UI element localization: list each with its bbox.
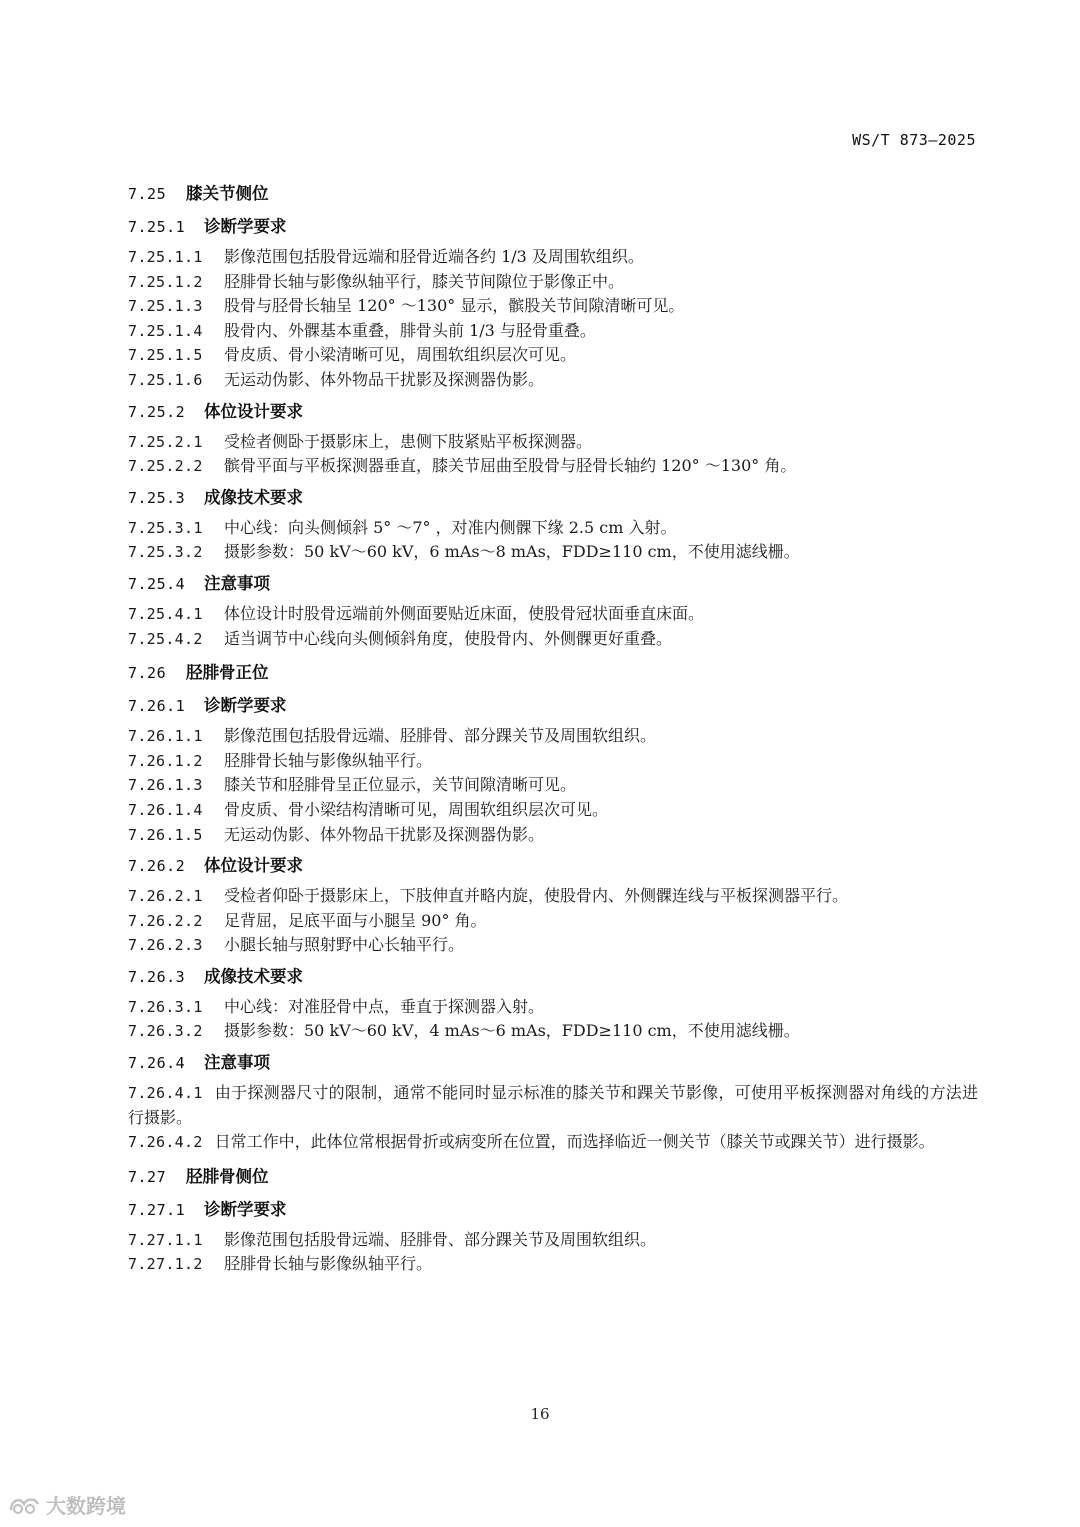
watermark (8, 1490, 126, 1519)
heading-number: 7.26.1 (128, 697, 186, 716)
clause-number: 7.26.1.1 (128, 727, 203, 746)
heading-title: 体位设计要求 (204, 856, 303, 876)
clause-text: 体位设计时股骨远端前外侧面要贴近床面，使股骨冠状面垂直床面。 (224, 603, 705, 623)
subsection-heading (128, 1050, 978, 1076)
clause-item (128, 1228, 978, 1253)
subsection-heading (128, 1197, 978, 1223)
clause-number: 7.25.4.2 (128, 629, 203, 648)
clause-item (128, 368, 978, 393)
clause-number: 7.26.4.2 (128, 1133, 203, 1152)
page-number: 16 (530, 1405, 550, 1423)
heading-title: 胫腓骨侧位 (186, 1166, 269, 1186)
clause-number: 7.25.2.1 (128, 432, 203, 451)
clause-text: 影像范围包括股骨远端、胫腓骨、部分踝关节及周围软组织。 (224, 726, 657, 746)
clause-item (128, 454, 978, 479)
heading-number: 7.25.1 (128, 218, 186, 236)
clause-text: 股骨内、外髁基本重叠，腓骨头前 1/3 与胫骨重叠。 (224, 320, 596, 340)
document-code: WS/T 873—2025 (852, 131, 976, 149)
clause-item (128, 343, 978, 368)
clause-text: 胫腓骨长轴与影像纵轴平行。 (224, 750, 433, 770)
clause-text: 无运动伪影、体外物品干扰影及探测器伪影。 (224, 824, 545, 844)
clause-number: 7.25.4.1 (128, 604, 203, 623)
section-heading (128, 1163, 978, 1191)
heading-number: 7.27.1 (128, 1200, 186, 1219)
heading-title: 胫腓骨正位 (186, 663, 269, 683)
clause-number: 7.26.1.3 (128, 776, 203, 795)
clause-number: 7.26.1.5 (128, 825, 203, 844)
heading-title: 成像技术要求 (204, 966, 303, 986)
clause-item (128, 540, 978, 565)
clause-text: 影像范围包括股骨远端和胫骨近端各约 1/3 及周围软组织。 (224, 247, 644, 266)
clause-text: 摄影参数：50 kV～60 kV，6 mAs～8 mAs，FDD≥110 cm，不使用滤线栅。 (224, 542, 800, 562)
clause-text: 中心线：对准胫骨中点，垂直于探测器入射。 (224, 996, 545, 1016)
clause-item (128, 1252, 978, 1277)
clause-number: 7.26.1.2 (128, 751, 203, 770)
document-body (128, 172, 978, 1277)
heading-number: 7.25.2 (128, 402, 186, 421)
clause-item (128, 627, 978, 652)
clause-text: 胫腓骨长轴与影像纵轴平行。 (224, 1254, 433, 1274)
clause-item (128, 749, 978, 774)
clause-text: 胫腓骨长轴与影像纵轴平行，膝关节间隙位于影像正中。 (224, 271, 625, 291)
clause-text: 股骨与胫骨长轴呈 120° ～130° 显示，髌股关节间隙清晰可见。 (224, 296, 685, 316)
clause-text: 受检者仰卧于摄影床上，下肢伸直并略内旋，使股骨内、外侧髁连线与平板探测器平行。 (224, 886, 849, 906)
clause-text: 中心线：向头侧倾斜 5° ～7° ，对准内侧髁下缘 2.5 cm 入射。 (224, 517, 677, 537)
clause-item (128, 1019, 978, 1044)
heading-number: 7.27 (128, 1167, 167, 1186)
clause-item (128, 933, 978, 958)
clause-text: 骨皮质、骨小梁结构清晰可见，周围软组织层次可见。 (224, 799, 609, 819)
clause-number: 7.25.1.4 (128, 321, 203, 340)
clause-item (128, 516, 978, 541)
clause-text: 无运动伪影、体外物品干扰影及探测器伪影。 (224, 369, 545, 389)
subsection-heading (128, 399, 978, 425)
clause-number: 7.27.1.2 (128, 1255, 203, 1274)
subsection-heading (128, 214, 978, 240)
clause-item (128, 245, 978, 270)
clause-number: 7.26.2.1 (128, 887, 203, 906)
clause-number: 7.25.1.1 (128, 248, 203, 266)
heading-title: 成像技术要求 (204, 487, 303, 507)
heading-number: 7.25 (128, 185, 167, 203)
clause-item (128, 270, 978, 295)
heading-number: 7.26.3 (128, 967, 186, 986)
heading-number: 7.25.4 (128, 574, 186, 593)
clause-text: 适当调节中心线向头侧倾斜角度，使股骨内、外侧髁更好重叠。 (224, 628, 673, 648)
watermark-text: 大数跨境 (46, 1494, 126, 1518)
clause-number: 7.27.1.1 (128, 1230, 203, 1249)
clause-number: 7.26.3.1 (128, 997, 203, 1016)
clause-number: 7.26.4.1 (128, 1084, 203, 1103)
subsection-heading (128, 693, 978, 719)
clause-item (128, 319, 978, 344)
heading-title: 体位设计要求 (204, 401, 303, 421)
clause-number: 7.25.2.2 (128, 457, 203, 476)
clause-number: 7.25.1.3 (128, 297, 203, 316)
heading-title: 诊断学要求 (204, 1199, 287, 1219)
clause-item (128, 773, 978, 798)
clause-item (128, 294, 978, 319)
clause-number: 7.25.1.2 (128, 272, 203, 291)
heading-number: 7.25.3 (128, 488, 186, 507)
clause-item (128, 884, 978, 909)
clause-item (128, 1130, 978, 1155)
heading-number: 7.26.2 (128, 857, 186, 876)
clause-text: 小腿长轴与照射野中心长轴平行。 (224, 935, 465, 955)
clause-item (128, 909, 978, 934)
subsection-heading (128, 853, 978, 879)
clause-text: 受检者侧卧于摄影床上，患侧下肢紧贴平板探测器。 (224, 431, 593, 451)
clause-text: 髌骨平面与平板探测器垂直，膝关节屈曲至股骨与胫骨长轴约 120° ～130° 角。 (224, 456, 797, 476)
clause-item (128, 995, 978, 1020)
clause-number: 7.26.1.4 (128, 800, 203, 819)
clause-item (128, 602, 978, 627)
heading-number: 7.26.4 (128, 1054, 186, 1073)
heading-title: 膝关节侧位 (186, 184, 269, 203)
section-heading (128, 180, 978, 208)
clause-number: 7.25.1.6 (128, 370, 203, 389)
clause-text: 足背屈，足底平面与小腿呈 90° 角。 (224, 910, 487, 930)
subsection-heading (128, 485, 978, 511)
clause-number: 7.26.3.2 (128, 1022, 203, 1041)
subsection-heading (128, 964, 978, 990)
clause-text: 影像范围包括股骨远端、胫腓骨、部分踝关节及周围软组织。 (224, 1229, 657, 1249)
clause-text: 日常工作中，此体位常根据骨折或病变所在位置，而选择临近一侧关节（膝关节或踝关节）进行摄影。 (214, 1132, 935, 1152)
heading-title: 注意事项 (204, 1053, 270, 1073)
heading-title: 注意事项 (204, 573, 270, 593)
heading-title: 诊断学要求 (204, 217, 287, 236)
clause-item (128, 1081, 978, 1130)
clause-item (128, 798, 978, 823)
clause-number: 7.26.2.2 (128, 911, 203, 930)
clause-text: 膝关节和胫腓骨呈正位显示，关节间隙清晰可见。 (224, 775, 577, 795)
clause-number: 7.25.3.1 (128, 518, 203, 537)
section-heading (128, 659, 978, 687)
clause-item (128, 724, 978, 749)
clause-item (128, 823, 978, 848)
clause-text: 骨皮质、骨小梁清晰可见，周围软组织层次可见。 (224, 345, 577, 365)
clause-text: 由于探测器尺寸的限制，通常不能同时显示标准的膝关节和踝关节影像，可使用平板探测器对角线的方法进行摄影。 (128, 1083, 978, 1127)
heading-number: 7.26 (128, 664, 167, 683)
logo-icon (8, 1494, 42, 1516)
clause-item (128, 430, 978, 455)
clause-number: 7.25.1.5 (128, 346, 203, 365)
clause-text: 摄影参数：50 kV～60 kV，4 mAs～6 mAs，FDD≥110 cm，不使用滤线栅。 (224, 1021, 800, 1041)
clause-number: 7.26.2.3 (128, 936, 203, 955)
subsection-heading (128, 571, 978, 597)
clause-number: 7.25.3.2 (128, 543, 203, 562)
heading-title: 诊断学要求 (204, 696, 287, 716)
